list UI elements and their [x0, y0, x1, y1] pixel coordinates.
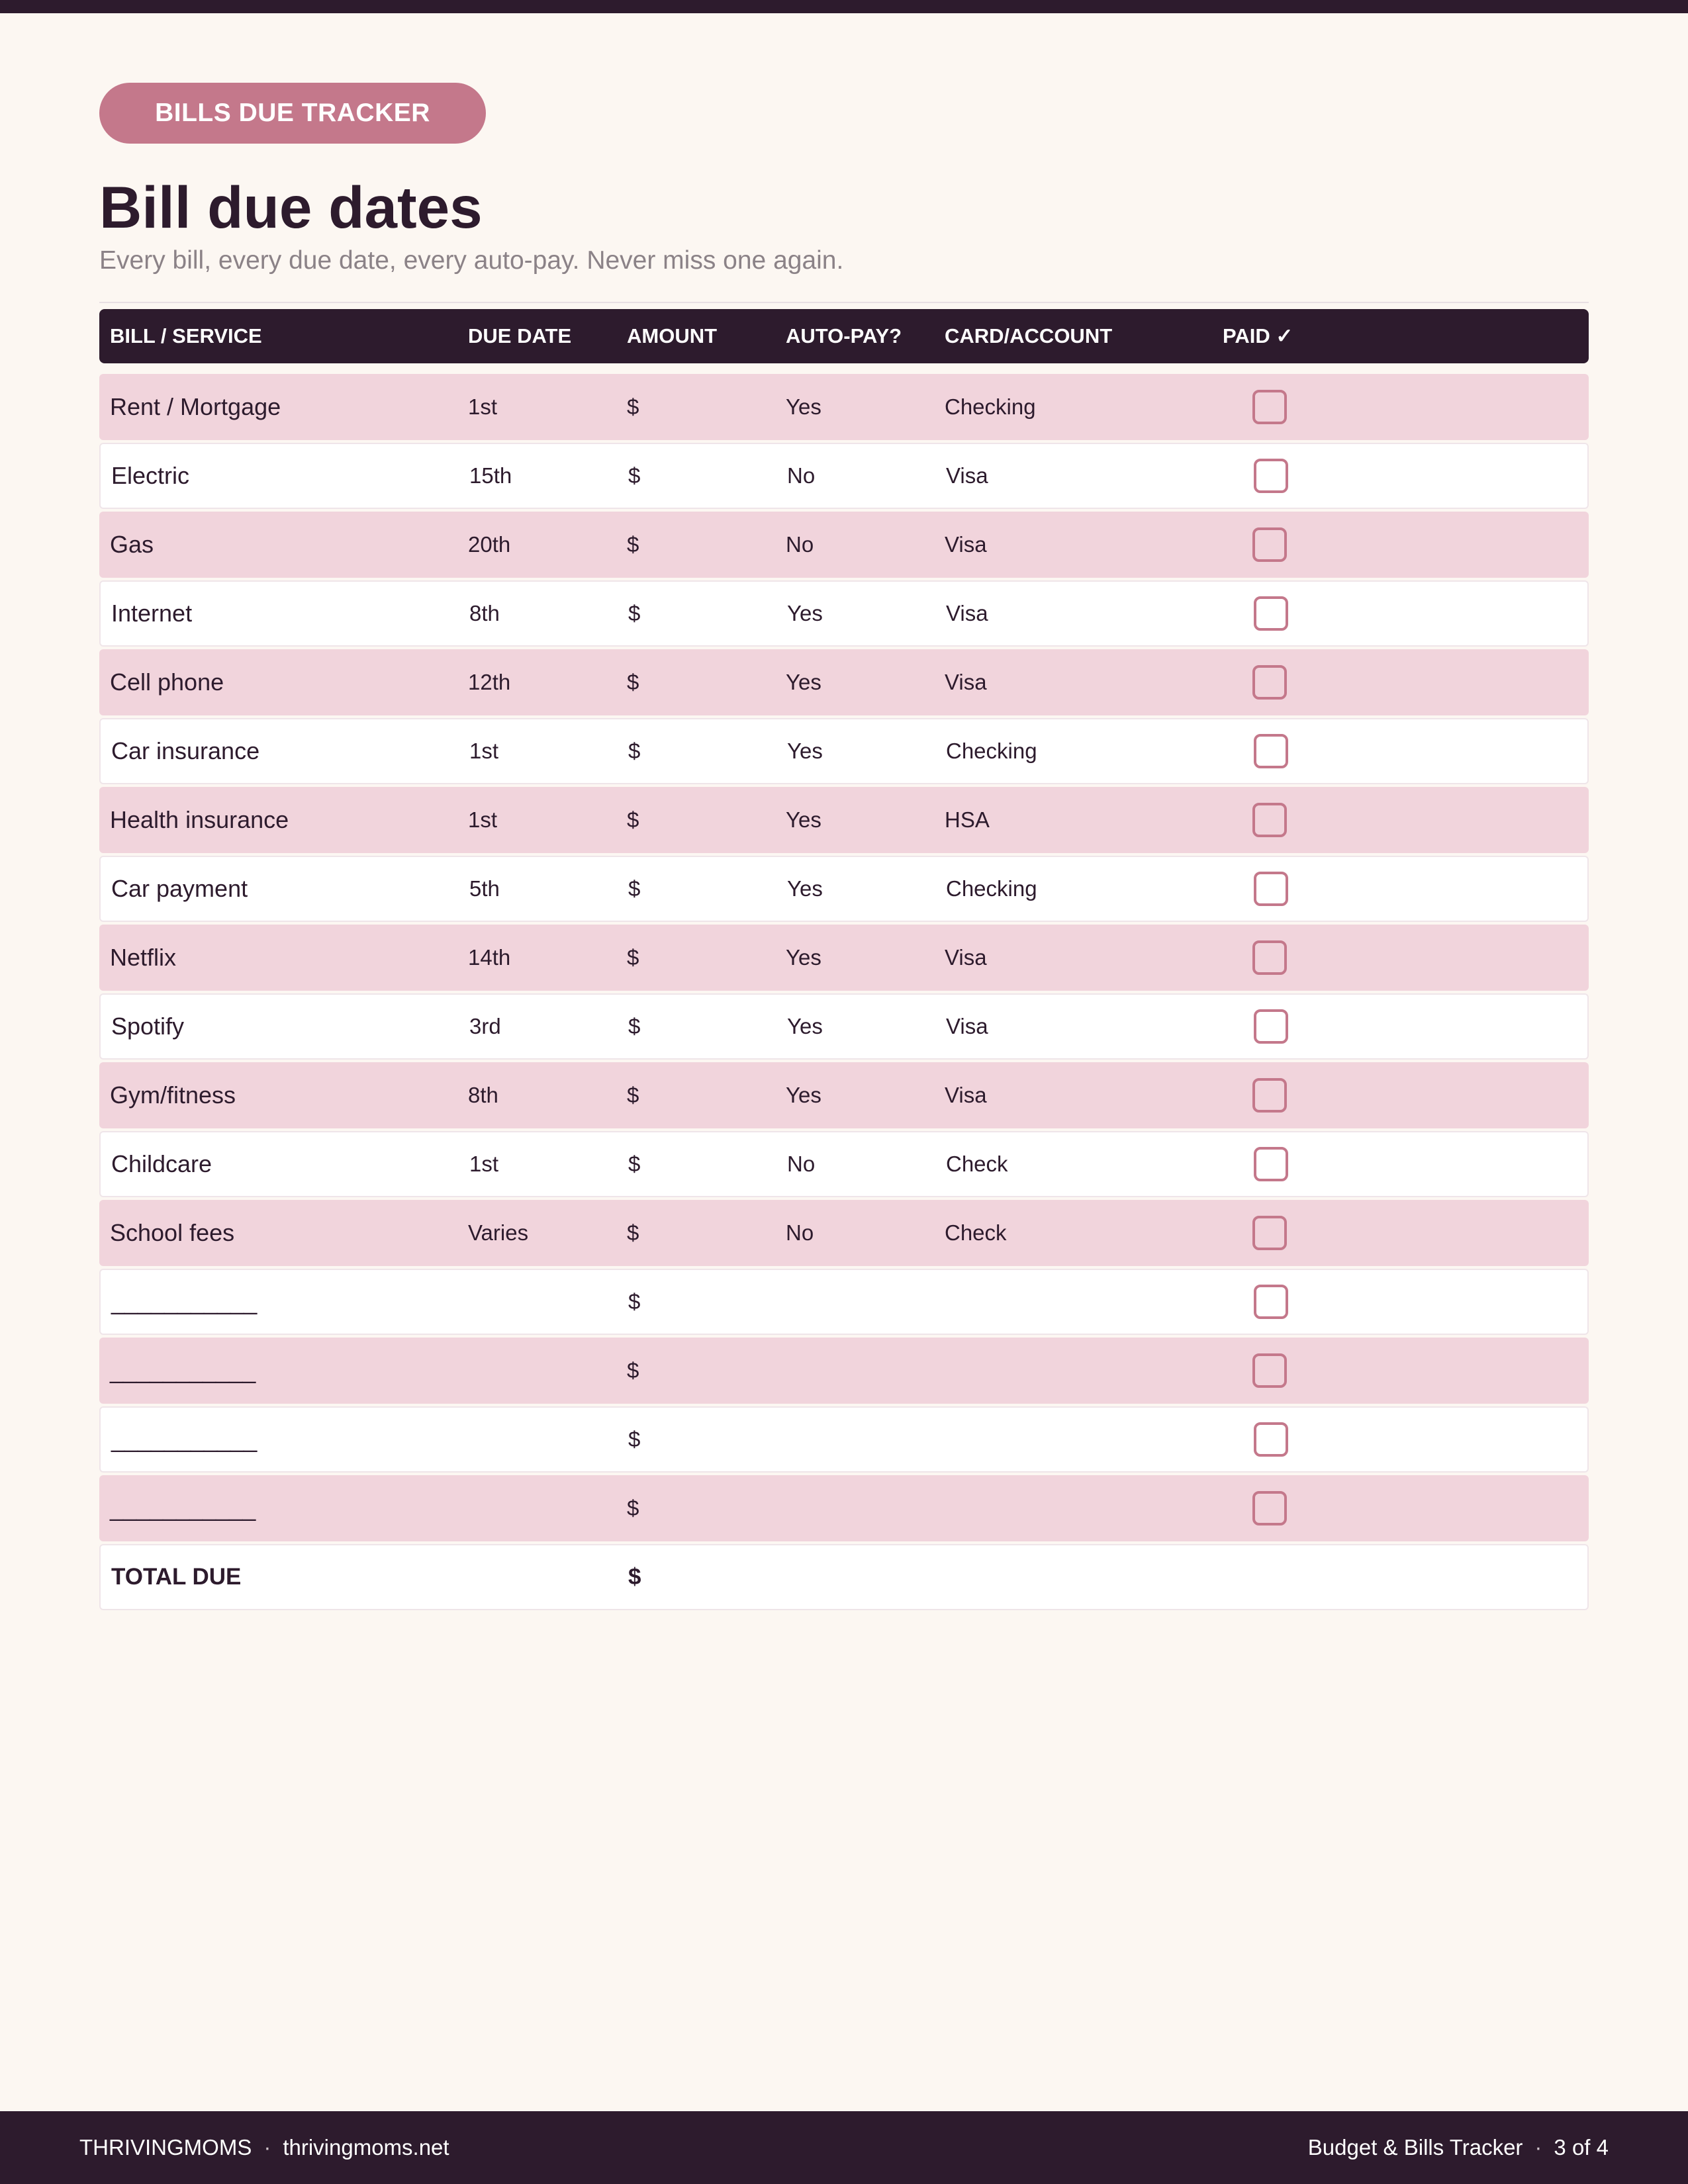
table-row	[99, 1062, 1589, 1128]
table-row	[99, 993, 1589, 1060]
due-date-cell: 20th	[468, 532, 511, 557]
paid-checkbox[interactable]	[1252, 665, 1287, 700]
bill-name-cell: Netflix	[110, 944, 177, 971]
bill-name-cell: ___________	[110, 1494, 256, 1522]
due-date-cell: 8th	[468, 1083, 498, 1107]
footer-doc-title: Budget & Bills Tracker	[1307, 2135, 1523, 2160]
auto-pay-cell: Yes	[787, 601, 823, 625]
bill-name-cell: Gas	[110, 531, 154, 558]
header-amount: AMOUNT	[627, 324, 718, 347]
table-body	[99, 374, 1589, 1541]
table-row	[99, 1475, 1589, 1541]
bill-name-cell: ___________	[110, 1357, 256, 1384]
paid-checkbox[interactable]	[1254, 1147, 1288, 1181]
footer-site-link[interactable]: thrivingmoms.net	[283, 2135, 449, 2160]
footer-brand-group	[79, 2111, 449, 2184]
bill-name-cell: Childcare	[111, 1150, 212, 1177]
amount-cell[interactable]: $	[627, 945, 639, 970]
bill-name-cell: Car insurance	[111, 737, 260, 764]
due-date-cell: 5th	[469, 876, 500, 901]
bill-name-cell: Cell phone	[110, 668, 224, 696]
total-row	[99, 1544, 1589, 1610]
due-date-cell: 1st	[468, 394, 498, 419]
due-date-cell: 12th	[468, 670, 511, 694]
card-account-cell: Visa	[946, 1014, 988, 1038]
paid-checkbox[interactable]	[1252, 1078, 1287, 1113]
amount-cell[interactable]: $	[627, 1496, 639, 1520]
due-date-cell: 1st	[469, 1152, 499, 1176]
table-row	[99, 856, 1589, 922]
bill-name-cell: School fees	[110, 1219, 235, 1246]
paid-checkbox[interactable]	[1254, 1285, 1288, 1319]
table-row	[99, 1200, 1589, 1266]
card-account-cell: Checking	[945, 394, 1036, 419]
bill-name-cell: ___________	[111, 1426, 258, 1453]
bill-name-cell: Spotify	[111, 1013, 185, 1040]
auto-pay-cell: No	[787, 1152, 816, 1176]
table-row	[99, 1131, 1589, 1197]
amount-cell[interactable]: $	[627, 394, 639, 419]
section-badge: BILLS DUE TRACKER	[99, 83, 486, 144]
paid-checkbox[interactable]	[1252, 527, 1287, 562]
paid-checkbox[interactable]	[1252, 1491, 1287, 1525]
footer-separator: ·	[1534, 2135, 1542, 2160]
card-account-cell: Check	[946, 1152, 1008, 1176]
table-row	[99, 925, 1589, 991]
auto-pay-cell: Yes	[787, 739, 823, 763]
due-date-cell: 3rd	[469, 1014, 501, 1038]
header-card-account: CARD/ACCOUNT	[945, 324, 1113, 347]
footer-doc-group	[1308, 2111, 1609, 2184]
table-header	[99, 309, 1589, 363]
bill-name-cell: Gym/fitness	[110, 1081, 236, 1109]
bill-name-cell: Internet	[111, 600, 193, 627]
paid-checkbox[interactable]	[1254, 872, 1288, 906]
card-account-cell: Checking	[946, 739, 1037, 763]
amount-cell[interactable]: $	[628, 1014, 641, 1038]
bill-name-cell: Rent / Mortgage	[110, 393, 281, 420]
card-account-cell: Visa	[946, 463, 988, 488]
card-account-cell: Visa	[945, 1083, 987, 1107]
table-row	[99, 787, 1589, 853]
bill-name-cell: Health insurance	[110, 806, 289, 833]
amount-cell[interactable]: $	[628, 463, 641, 488]
due-date-cell: 1st	[468, 807, 498, 832]
amount-cell[interactable]: $	[627, 670, 639, 694]
auto-pay-cell: Yes	[786, 670, 821, 694]
amount-cell[interactable]: $	[628, 739, 641, 763]
card-account-cell: Visa	[945, 945, 987, 970]
bill-name-cell: Electric	[111, 462, 190, 489]
paid-checkbox[interactable]	[1252, 1216, 1287, 1250]
header-paid: PAID ✓	[1223, 324, 1293, 347]
table-row	[99, 512, 1589, 578]
footer-separator: ·	[263, 2135, 271, 2160]
amount-cell[interactable]: $	[627, 532, 639, 557]
table-row	[99, 443, 1589, 509]
header-bill-service: BILL / SERVICE	[110, 324, 262, 347]
header-due-date: DUE DATE	[468, 324, 572, 347]
auto-pay-cell: No	[787, 463, 816, 488]
card-account-cell: Visa	[946, 601, 988, 625]
paid-checkbox[interactable]	[1252, 940, 1287, 975]
paid-checkbox[interactable]	[1254, 734, 1288, 768]
amount-cell[interactable]: $	[627, 807, 639, 832]
paid-checkbox[interactable]	[1252, 1353, 1287, 1388]
due-date-cell: 15th	[469, 463, 512, 488]
amount-cell[interactable]: $	[628, 1427, 641, 1451]
auto-pay-cell: Yes	[787, 1014, 823, 1038]
card-account-cell: HSA	[945, 807, 990, 832]
auto-pay-cell: Yes	[787, 876, 823, 901]
auto-pay-cell: No	[786, 1220, 814, 1245]
bill-name-cell: ___________	[111, 1288, 258, 1315]
card-account-cell: Visa	[945, 670, 987, 694]
auto-pay-cell: Yes	[786, 394, 821, 419]
card-account-cell: Visa	[945, 532, 987, 557]
card-account-cell: Check	[945, 1220, 1007, 1245]
amount-cell[interactable]: $	[627, 1083, 639, 1107]
paid-checkbox[interactable]	[1252, 803, 1287, 837]
title-divider	[99, 302, 1589, 303]
auto-pay-cell: Yes	[786, 945, 821, 970]
due-date-cell: 8th	[469, 601, 500, 625]
table-row	[99, 580, 1589, 647]
total-label: TOTAL DUE	[111, 1564, 242, 1590]
amount-cell[interactable]: $	[628, 1289, 641, 1314]
amount-cell[interactable]: $	[628, 601, 641, 625]
header-auto-pay: AUTO-PAY?	[786, 324, 902, 347]
auto-pay-cell: Yes	[786, 807, 821, 832]
amount-cell[interactable]: $	[627, 1220, 639, 1245]
page-title: Bill due dates	[99, 174, 483, 240]
auto-pay-cell: No	[786, 532, 814, 557]
card-account-cell: Checking	[946, 876, 1037, 901]
paid-checkbox[interactable]	[1254, 1009, 1288, 1044]
footer-brand: THRIVINGMOMS	[79, 2135, 252, 2160]
paid-checkbox[interactable]	[1254, 596, 1288, 631]
page-subtitle: Every bill, every due date, every auto-pay. Never miss one again.	[99, 246, 844, 275]
table-row	[99, 1338, 1589, 1404]
auto-pay-cell: Yes	[786, 1083, 821, 1107]
table-row	[99, 649, 1589, 715]
amount-cell[interactable]: $	[627, 1358, 639, 1383]
due-date-cell: Varies	[468, 1220, 529, 1245]
bill-name-cell: Car payment	[111, 875, 248, 902]
table-row	[99, 374, 1589, 440]
due-date-cell: 14th	[468, 945, 511, 970]
bills-table	[99, 309, 1589, 1610]
top-accent-bar	[0, 0, 1688, 13]
table-row	[99, 1406, 1589, 1473]
amount-cell[interactable]: $	[628, 876, 641, 901]
due-date-cell: 1st	[469, 739, 499, 763]
table-row	[99, 718, 1589, 784]
footer-page-number: 3 of 4	[1554, 2135, 1609, 2160]
paid-checkbox[interactable]	[1252, 390, 1287, 424]
total-amount[interactable]: $	[628, 1564, 641, 1590]
amount-cell[interactable]: $	[628, 1152, 641, 1176]
table-row	[99, 1269, 1589, 1335]
paid-checkbox[interactable]	[1254, 459, 1288, 493]
page-footer	[0, 2111, 1688, 2184]
paid-checkbox[interactable]	[1254, 1422, 1288, 1457]
